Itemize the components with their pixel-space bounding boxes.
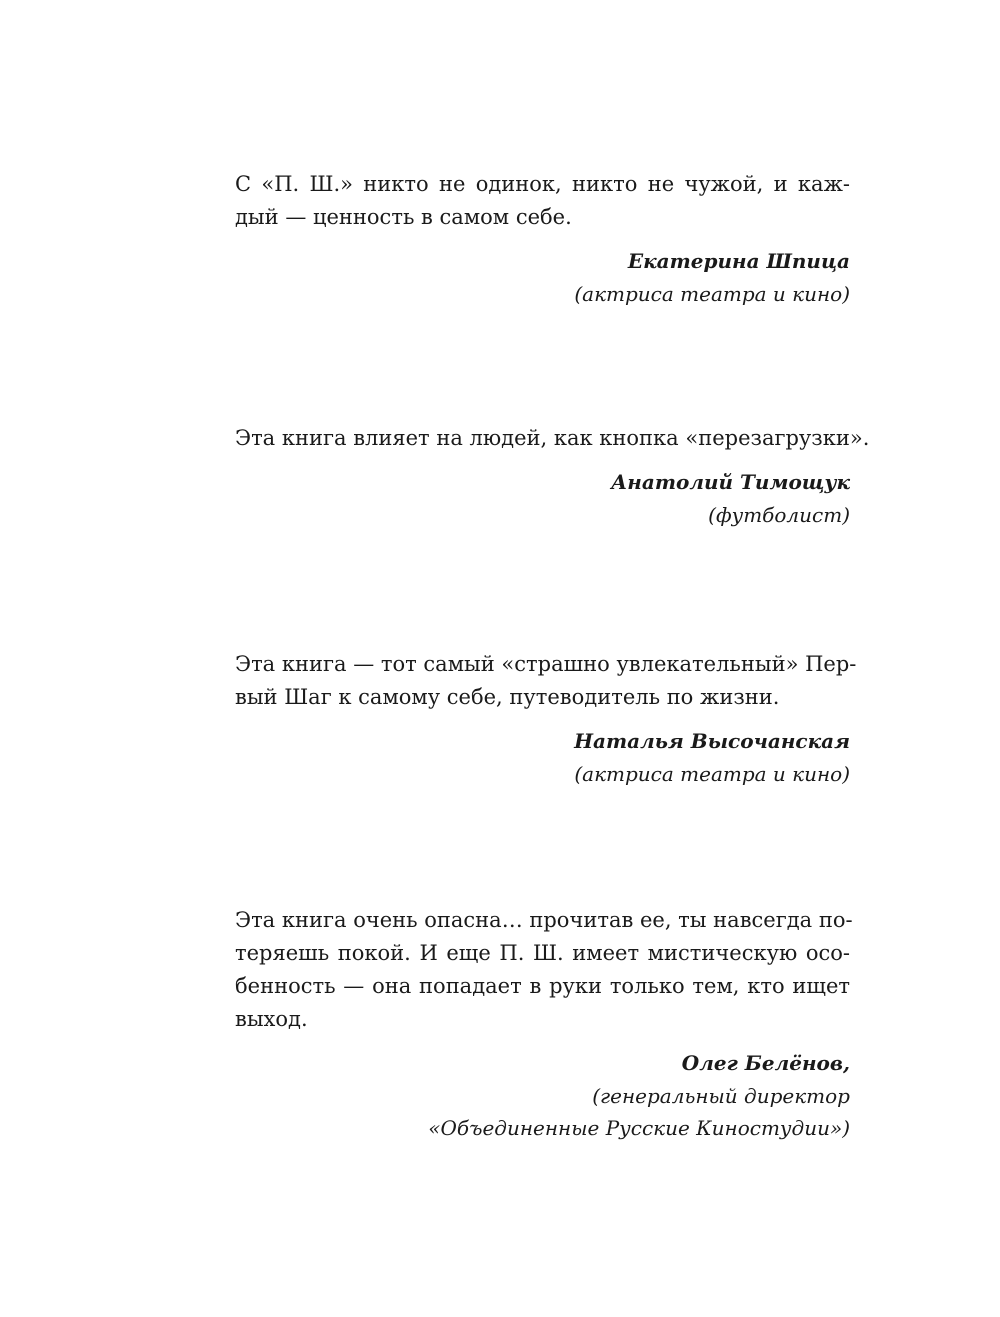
quote-text [235,648,857,714]
quote-author: Екатерина Шпица [627,249,850,273]
testimonial-quote [235,648,857,790]
book-page [235,0,870,1317]
quote-author-role: (актриса театра и кино) [574,282,850,306]
quote-line: дый — ценность в самом себе. [235,205,572,229]
quote-author: Олег Белёнов, [681,1051,850,1075]
quote-line: выход. [235,1007,308,1031]
quote-line: Эта книга очень опасна… прочитав ее, ты навсегда по- [235,908,853,932]
quote-text [235,422,870,455]
quote-author-role: «Объединенные Русские Киностудии») [428,1116,850,1140]
testimonial-quote [235,168,850,310]
quote-line: Эта книга — тот самый «страшно увлекательный» Пер- [235,652,857,676]
quote-line: теряешь покой. И еще П. Ш. имеет мистическую осо- [235,941,850,965]
quote-text [235,168,850,234]
quote-line: бенность — она попадает в руки только тем, кто ищет [235,974,850,998]
quote-line: Эта книга влияет на людей, как кнопка «перезагрузки». [235,426,870,450]
quote-line: вый Шаг к самому себе, путеводитель по жизни. [235,685,780,709]
quote-author-role: (генеральный директор [592,1084,850,1108]
quote-author-role: (футболист) [708,503,850,527]
quote-author-role: (актриса театра и кино) [574,762,850,786]
testimonial-quote [235,904,853,1144]
testimonial-quote [235,422,870,531]
quote-author: Анатолий Тимощук [611,470,850,494]
quote-author: Наталья Высочанская [574,729,850,753]
quote-line: С «П. Ш.» никто не одинок, никто не чужой, и каж- [235,172,850,196]
quote-text [235,904,853,1036]
